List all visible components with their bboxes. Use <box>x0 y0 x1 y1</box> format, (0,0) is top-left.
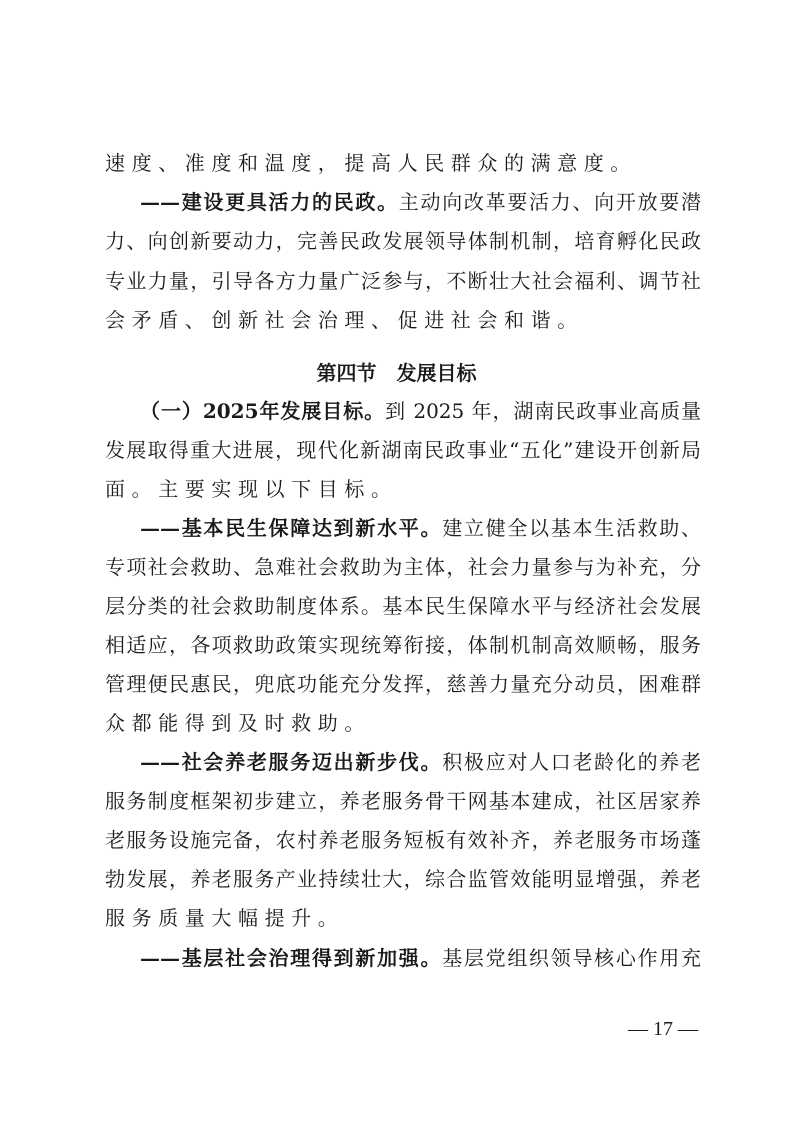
line-text: 管理便民惠民，兜底功能充分发挥，慈善力量充分动员，困难群 <box>105 672 701 696</box>
line-text: 层分类的社会救助制度体系。基本民生保障水平与经济社会发展 <box>105 594 701 618</box>
text-line <box>105 591 701 621</box>
line-text: 会矛盾、创新社会治理、促进社会和谐。 <box>105 308 584 332</box>
line-text: 速度、准度和温度，提高人民群众的满意度。 <box>105 151 637 175</box>
section-heading <box>0 358 793 388</box>
page-number: — 17 — <box>628 1018 698 1040</box>
bold-lead: ——基层社会治理得到新加强。 <box>140 946 443 970</box>
bold-lead: ——基本民生保障达到新水平。 <box>140 516 443 540</box>
line-text: 勃发展，养老服务产业持续壮大，综合监管效能明显增强，养老 <box>105 867 701 891</box>
bold-lead: （一）2025年发展目标。 <box>140 399 386 423</box>
text-line <box>105 435 701 465</box>
text-line <box>140 943 701 973</box>
text-line <box>105 669 701 699</box>
text-line <box>105 708 701 738</box>
line-text: 力、向创新要动力，完善民政发展领导体制机制，培育孵化民政 <box>105 229 701 253</box>
text-line <box>105 864 701 894</box>
line-text: 专业力量，引导各方力量广泛参与，不断壮大社会福利、调节社 <box>105 269 701 293</box>
text-line <box>105 226 701 256</box>
line-text: 积极应对人口老龄化的养老 <box>442 750 702 774</box>
section-title: 发展目标 <box>396 361 477 385</box>
text-line <box>105 630 701 660</box>
line-text: 服务制度框架初步建立，养老服务骨干网基本建成，社区居家养 <box>105 789 701 813</box>
text-line <box>105 266 701 296</box>
line-text: 老服务设施完备，农村养老服务短板有效补齐，养老服务市场蓬 <box>105 828 701 852</box>
line-text: 服务质量大幅提升。 <box>105 906 345 930</box>
line-text: 相适应，各项救助政策实现统筹衔接，体制机制高效顺畅，服务 <box>105 633 701 657</box>
line-text: 面。主要实现以下目标。 <box>105 477 398 501</box>
bold-lead: ——建设更具活力的民政。 <box>140 190 399 214</box>
line-text: 专项社会救助、急难社会救助为主体，社会力量参与为补充，分 <box>105 555 701 579</box>
text-line <box>140 747 701 777</box>
text-line <box>105 305 701 335</box>
text-line <box>140 513 701 543</box>
line-text: 发展取得重大进展，现代化新湖南民政事业“五化”建设开创新局 <box>105 438 701 462</box>
line-text: 众都能得到及时救助。 <box>105 711 371 735</box>
text-line <box>105 825 701 855</box>
text-line <box>140 187 701 217</box>
line-text: 建立健全以基本生活救助、 <box>442 516 702 540</box>
section-number: 第四节 <box>316 361 377 385</box>
bold-lead: ——社会养老服务迈出新步伐。 <box>140 750 443 774</box>
text-line <box>105 148 701 178</box>
line-text: 到 2025 年，湖南民政事业高质量 <box>385 399 701 423</box>
text-line <box>105 786 701 816</box>
text-line <box>105 474 701 504</box>
line-text: 主动向改革要活力、向开放要潜 <box>398 190 702 214</box>
text-line <box>105 552 701 582</box>
text-line <box>105 903 701 933</box>
text-line <box>140 396 701 426</box>
line-text: 基层党组织领导核心作用充 <box>442 946 702 970</box>
